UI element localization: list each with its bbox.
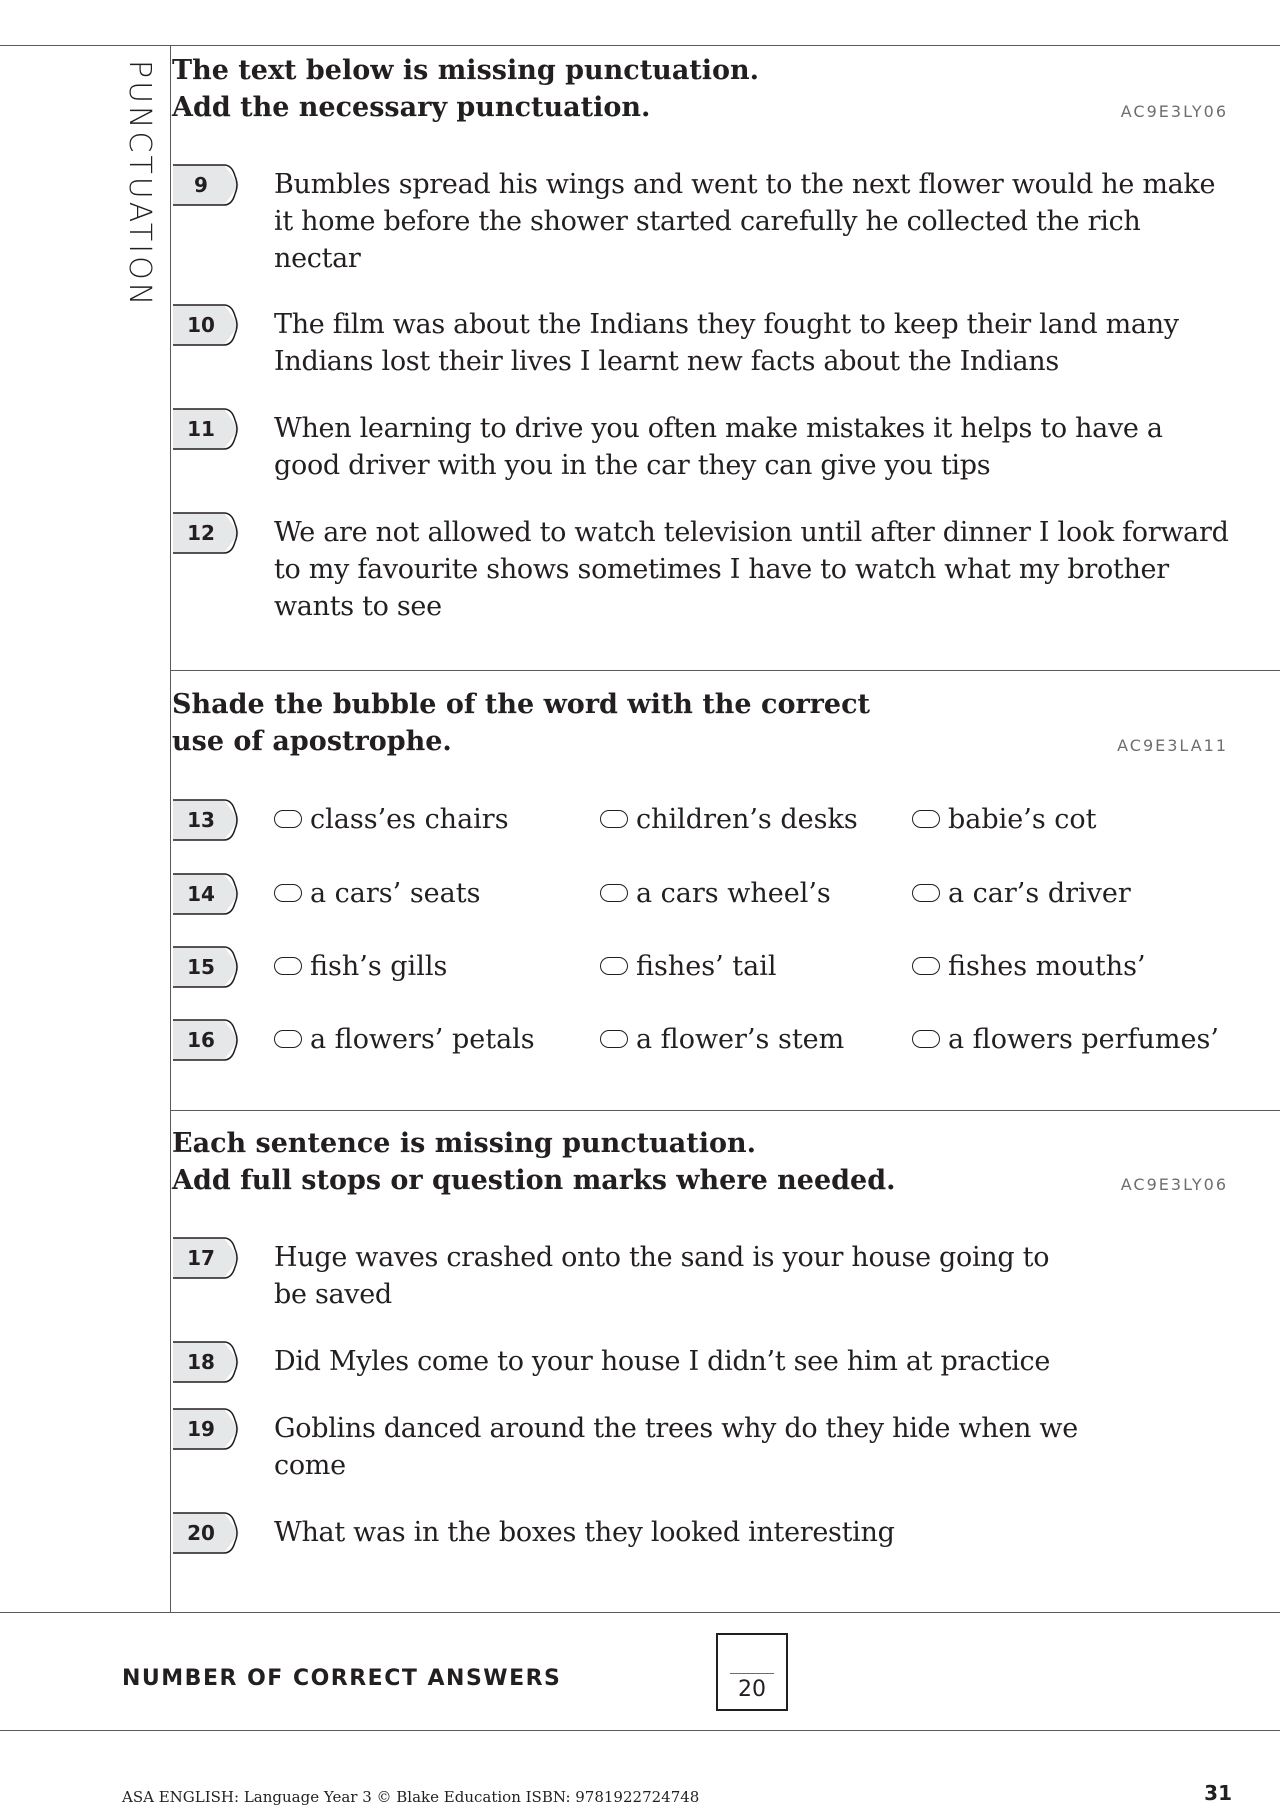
question-text: Bumbles spread his wings and went to the next flower would he make it home before the shower started carefully he collected the rich nectar (274, 169, 1216, 274)
publisher-credit: ASA ENGLISH: Language Year 3 © Blake Education ISBN: 9781922724748 (122, 1788, 700, 1806)
option-label: fishes mouths’ (948, 951, 1146, 982)
bubble[interactable] (912, 1030, 940, 1048)
bubble[interactable] (912, 884, 940, 902)
option-label: babie’s cot (948, 804, 1097, 835)
question-text: We are not allowed to watch television until after dinner I look forward to my favourite shows sometimes I have to watch what my brother wants to see (274, 517, 1229, 622)
question-number: 10 (187, 313, 215, 337)
question-17 (172, 1237, 1232, 1317)
section-divider-1 (170, 670, 1280, 671)
question-number: 15 (187, 955, 215, 979)
option-c[interactable] (912, 1023, 1219, 1057)
question-text: Goblins danced around the trees why do they hide when we come (274, 1413, 1078, 1481)
question-12 (172, 512, 1232, 627)
option-label: a flower’s stem (636, 1024, 845, 1055)
instruction-line-1: The text below is missing punctuation. (172, 55, 760, 86)
question-number-badge (172, 164, 240, 206)
question-16 (172, 1019, 1232, 1065)
bubble[interactable] (912, 810, 940, 828)
option-label: fish’s gills (310, 951, 448, 982)
option-c[interactable] (912, 803, 1097, 837)
question-number-badge (172, 1512, 240, 1554)
section-divider-2 (170, 1110, 1280, 1111)
left-column-rule (170, 45, 171, 1613)
question-13 (172, 799, 1232, 845)
section-3-header (172, 1125, 1228, 1199)
curriculum-code: AC9E3LA11 (1117, 736, 1228, 755)
option-label: children’s desks (636, 804, 858, 835)
option-a[interactable] (274, 1023, 535, 1057)
score-blank-line (730, 1673, 774, 1674)
question-number: 19 (187, 1417, 215, 1441)
score-total: 20 (738, 1677, 766, 1702)
option-label: a cars wheel’s (636, 878, 831, 909)
option-a[interactable] (274, 950, 447, 984)
section-1-header (172, 52, 1228, 126)
instruction-line-1: Each sentence is missing punctuation. (172, 1128, 757, 1159)
option-b[interactable] (600, 877, 831, 911)
question-text: Did Myles come to your house I didn’t see him at practice (274, 1346, 1051, 1377)
option-label: a car’s driver (948, 878, 1131, 909)
question-number-badge (172, 512, 240, 554)
option-label: fishes’ tail (636, 951, 777, 982)
score-rule-bottom (0, 1730, 1280, 1731)
question-number-badge (172, 304, 240, 346)
question-text: The film was about the Indians they fought to keep their land many Indians lost their lives I learnt new facts about the Indians (274, 309, 1179, 377)
page-number: 31 (1204, 1781, 1232, 1805)
bubble[interactable] (912, 957, 940, 975)
question-11 (172, 408, 1232, 488)
question-number: 9 (194, 173, 208, 197)
question-9 (172, 164, 1232, 274)
bubble[interactable] (600, 810, 628, 828)
question-text: Huge waves crashed onto the sand is your house going to be saved (274, 1242, 1050, 1310)
option-label: a flowers perfumes’ (948, 1024, 1219, 1055)
bubble[interactable] (274, 810, 302, 828)
option-a[interactable] (274, 877, 480, 911)
curriculum-code: AC9E3LY06 (1120, 102, 1228, 121)
question-number: 18 (187, 1350, 215, 1374)
bubble[interactable] (600, 884, 628, 902)
question-number: 17 (187, 1246, 215, 1270)
option-c[interactable] (912, 877, 1131, 911)
bubble[interactable] (274, 957, 302, 975)
option-a[interactable] (274, 803, 509, 837)
question-10 (172, 304, 1232, 384)
score-label: NUMBER OF CORRECT ANSWERS (122, 1666, 562, 1691)
question-number: 20 (187, 1521, 215, 1545)
question-15 (172, 946, 1232, 992)
option-label: class’es chairs (310, 804, 509, 835)
score-rule-top (0, 1612, 1280, 1613)
question-number-badge (172, 873, 240, 915)
question-number-badge (172, 408, 240, 450)
question-number-badge (172, 1408, 240, 1450)
instruction-line-2: Add the necessary punctuation. (172, 92, 651, 123)
question-number-badge (172, 946, 240, 988)
option-label: a cars’ seats (310, 878, 481, 909)
question-number: 14 (187, 882, 215, 906)
instruction-line-2: Add full stops or question marks where needed. (172, 1165, 896, 1196)
option-label: a flowers’ petals (310, 1024, 535, 1055)
curriculum-code: AC9E3LY06 (1120, 1175, 1228, 1194)
bubble[interactable] (600, 1030, 628, 1048)
question-20 (172, 1512, 1232, 1558)
option-c[interactable] (912, 950, 1146, 984)
question-number-badge (172, 1019, 240, 1061)
question-number: 12 (187, 521, 215, 545)
question-number-badge (172, 799, 240, 841)
question-number: 11 (187, 417, 215, 441)
section-2-header (172, 686, 1228, 760)
question-text: When learning to drive you often make mistakes it helps to have a good driver with you in the car they can give you tips (274, 413, 1163, 481)
option-b[interactable] (600, 803, 858, 837)
question-text: What was in the boxes they looked interesting (274, 1517, 895, 1548)
bubble[interactable] (274, 884, 302, 902)
question-number-badge (172, 1341, 240, 1383)
option-b[interactable] (600, 1023, 844, 1057)
top-rule (0, 45, 1280, 46)
bubble[interactable] (600, 957, 628, 975)
question-number: 13 (187, 808, 215, 832)
instruction-line-2: use of apostrophe. (172, 726, 452, 757)
instruction-line-1: Shade the bubble of the word with the correct (172, 689, 870, 720)
question-14 (172, 873, 1232, 919)
score-box[interactable] (716, 1633, 788, 1711)
side-label: PUNCTUATION (122, 60, 157, 309)
bubble[interactable] (274, 1030, 302, 1048)
question-19 (172, 1408, 1232, 1488)
option-b[interactable] (600, 950, 776, 984)
question-number-badge (172, 1237, 240, 1279)
question-18 (172, 1341, 1232, 1387)
question-number: 16 (187, 1028, 215, 1052)
